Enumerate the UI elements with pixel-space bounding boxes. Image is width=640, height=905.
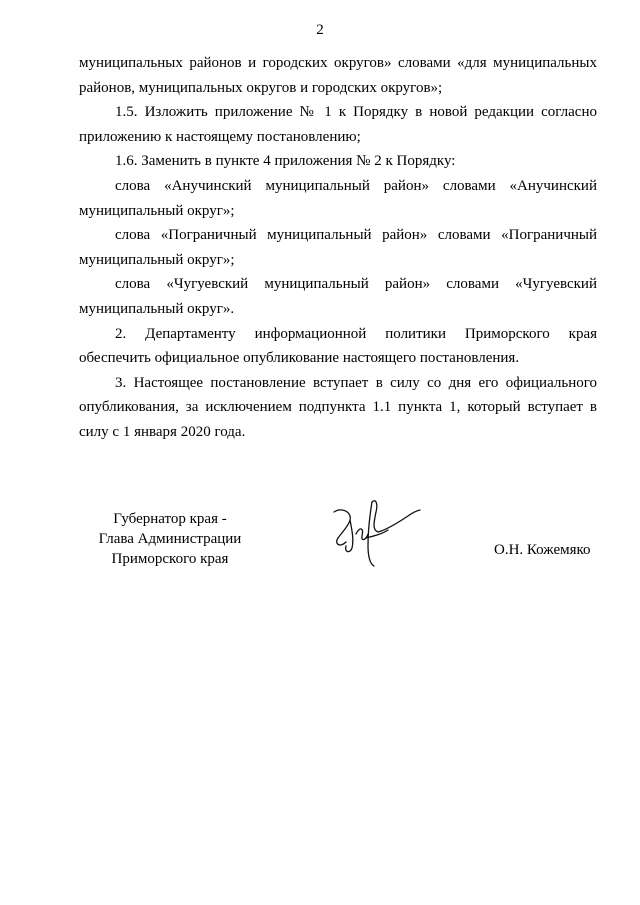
item-3-line-3: силу с 1 января 2020 года. [79,423,246,440]
replacement-anuchinsky-line-2: муниципальный округ»; [79,202,235,219]
item-3-line-2: опубликования, за исключением подпункта 1.1 пункта 1, который вступает в [79,399,597,416]
item-2-line-2: обеспечить официальное опубликование настоящего постановления. [79,350,520,367]
signatory-title-line-1: Губернатор края - [113,511,227,527]
signatory-title [80,509,260,569]
signatory-title-line-2: Глава Администрации [98,531,242,547]
item-3-line-1: 3. Настоящее постановление вступает в силу со дня его официального [115,374,597,391]
item-2-line-1: 2. Департаменту информационной политики Приморского края [115,325,597,342]
signatory-title-line-3: Приморского края [111,551,229,567]
replacement-pogranichny-line-2: муниципальный округ»; [79,251,235,268]
replacement-chuguevsky-line-2: муниципальный округ». [79,300,235,317]
replacement-pogranichny-line-1: слова «Пограничный муниципальный район» словами «Пограничный [115,227,597,244]
document-body [79,51,597,445]
item-1-5-line-2: приложению к настоящему постановлению; [79,128,361,145]
paragraph-continuation-line-2: районов, муниципальных округов и городских округов»; [79,79,443,96]
handwritten-signature [326,490,426,570]
page-number: 2 [316,22,324,38]
replacement-chuguevsky-line-1: слова «Чугуевский муниципальный район» словами «Чугуевский [115,276,597,293]
signer-name: О.Н. Кожемяко [494,542,591,558]
replacement-anuchinsky-line-1: слова «Анучинский муниципальный район» словами «Анучинский [115,177,597,194]
item-1-6: 1.6. Заменить в пункте 4 приложения № 2 к Порядку: [115,153,456,170]
item-1-5-line-1: 1.5. Изложить приложение № 1 к Порядку в новой редакции согласно [115,104,597,121]
paragraph-continuation-line-1: муниципальных районов и городских округов» словами «для муниципальных [79,55,597,71]
